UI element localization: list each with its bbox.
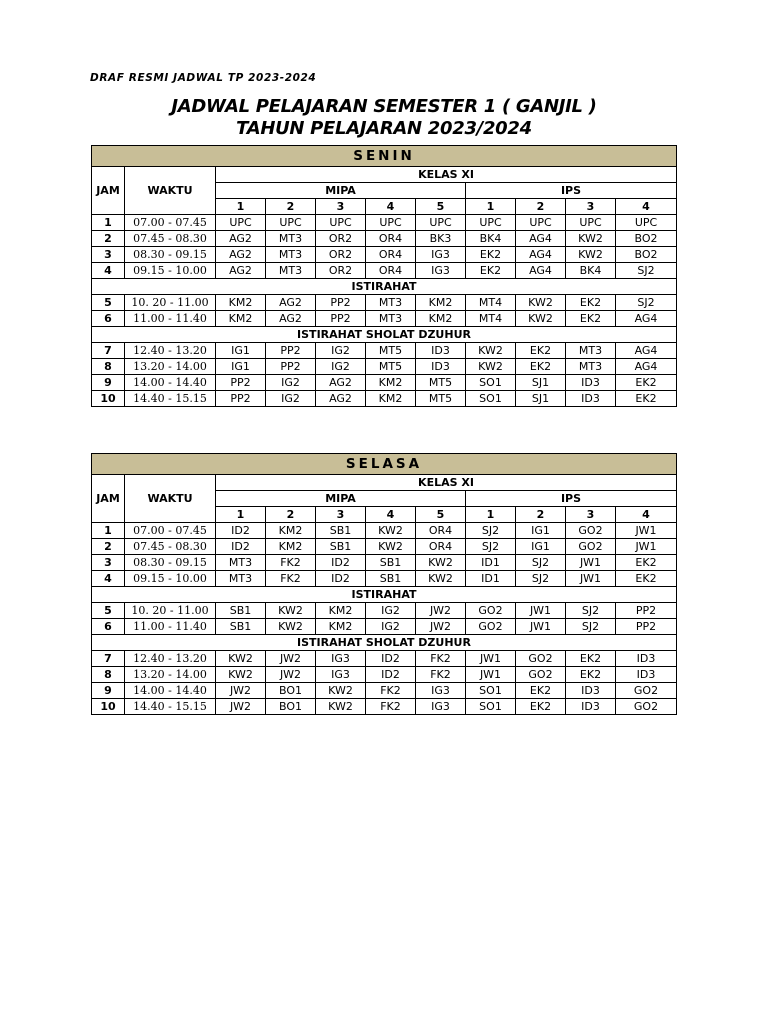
subject-cell: KW2 bbox=[466, 343, 516, 359]
class-number: 1 bbox=[466, 507, 516, 523]
subject-cell: KW2 bbox=[416, 571, 466, 587]
subject-cell: KM2 bbox=[416, 311, 466, 327]
schedule-row bbox=[92, 311, 677, 327]
class-number: 2 bbox=[266, 507, 316, 523]
schedule-row bbox=[92, 619, 677, 635]
waktu-cell: 13.20 - 14.00 bbox=[125, 359, 216, 375]
subject-cell: AG4 bbox=[616, 359, 677, 375]
schedule-row bbox=[92, 667, 677, 683]
subject-cell: PP2 bbox=[316, 295, 366, 311]
subject-cell: EK2 bbox=[566, 295, 616, 311]
subject-cell: AG4 bbox=[616, 343, 677, 359]
waktu-cell: 12.40 - 13.20 bbox=[125, 343, 216, 359]
subject-cell: IG2 bbox=[316, 359, 366, 375]
subject-cell: KM2 bbox=[366, 375, 416, 391]
waktu-cell: 08.30 - 09.15 bbox=[125, 555, 216, 571]
subject-cell: EK2 bbox=[516, 343, 566, 359]
subject-cell: SB1 bbox=[366, 571, 416, 587]
subject-cell: UPC bbox=[566, 215, 616, 231]
header-kelas: KELAS XI bbox=[216, 475, 677, 491]
subject-cell: BO2 bbox=[616, 231, 677, 247]
subject-cell: KW2 bbox=[366, 523, 416, 539]
subject-cell: FK2 bbox=[416, 651, 466, 667]
subject-cell: MT3 bbox=[216, 555, 266, 571]
jam-cell: 2 bbox=[92, 539, 125, 555]
subject-cell: FK2 bbox=[266, 555, 316, 571]
subject-cell: BK4 bbox=[566, 263, 616, 279]
subject-cell: PP2 bbox=[616, 619, 677, 635]
subject-cell: SO1 bbox=[466, 391, 516, 407]
subject-cell: IG3 bbox=[416, 683, 466, 699]
subject-cell: EK2 bbox=[516, 683, 566, 699]
subject-cell: PP2 bbox=[316, 311, 366, 327]
subject-cell: KM2 bbox=[316, 603, 366, 619]
schedule-row bbox=[92, 343, 677, 359]
header-kelas: KELAS XI bbox=[216, 167, 677, 183]
subject-cell: UPC bbox=[466, 215, 516, 231]
subject-cell: UPC bbox=[266, 215, 316, 231]
waktu-cell: 07.45 - 08.30 bbox=[125, 539, 216, 555]
subject-cell: JW1 bbox=[466, 667, 516, 683]
class-number: 4 bbox=[616, 507, 677, 523]
subject-cell: MT4 bbox=[466, 311, 516, 327]
jam-cell: 3 bbox=[92, 555, 125, 571]
subject-cell: GO2 bbox=[566, 523, 616, 539]
break-istirahat-row bbox=[92, 279, 677, 295]
waktu-cell: 11.00 - 11.40 bbox=[125, 619, 216, 635]
subject-cell: IG2 bbox=[266, 375, 316, 391]
subject-cell: IG2 bbox=[366, 603, 416, 619]
subject-cell: AG4 bbox=[516, 263, 566, 279]
header-mipa: MIPA bbox=[216, 183, 466, 199]
schedule-row bbox=[92, 359, 677, 375]
subject-cell: ID3 bbox=[566, 375, 616, 391]
waktu-cell: 07.45 - 08.30 bbox=[125, 231, 216, 247]
subject-cell: KW2 bbox=[516, 295, 566, 311]
subject-cell: PP2 bbox=[616, 603, 677, 619]
class-number: 2 bbox=[516, 199, 566, 215]
subject-cell: AG2 bbox=[266, 311, 316, 327]
subject-cell: JW2 bbox=[416, 603, 466, 619]
subject-cell: JW1 bbox=[516, 619, 566, 635]
subject-cell: UPC bbox=[616, 215, 677, 231]
subject-cell: PP2 bbox=[266, 359, 316, 375]
subject-cell: KM2 bbox=[316, 619, 366, 635]
break-sholat-dzuhur-row bbox=[92, 635, 677, 651]
schedule-row bbox=[92, 683, 677, 699]
day-title: SELASA bbox=[92, 454, 677, 475]
subject-cell: AG4 bbox=[516, 247, 566, 263]
subject-cell: AG4 bbox=[616, 311, 677, 327]
subject-cell: AG2 bbox=[216, 231, 266, 247]
subject-cell: IG3 bbox=[416, 263, 466, 279]
schedule-row bbox=[92, 215, 677, 231]
subject-cell: SB1 bbox=[216, 603, 266, 619]
subject-cell: IG1 bbox=[516, 539, 566, 555]
header-jam: JAM bbox=[92, 167, 125, 215]
subject-cell: BO1 bbox=[266, 683, 316, 699]
subject-cell: ID2 bbox=[316, 555, 366, 571]
subject-cell: MT3 bbox=[266, 247, 316, 263]
waktu-cell: 10. 20 - 11.00 bbox=[125, 295, 216, 311]
subject-cell: MT3 bbox=[566, 359, 616, 375]
header-ips: IPS bbox=[466, 183, 677, 199]
break-istirahat: ISTIRAHAT bbox=[92, 279, 677, 295]
subject-cell: SB1 bbox=[216, 619, 266, 635]
jam-cell: 1 bbox=[92, 523, 125, 539]
subject-cell: SB1 bbox=[366, 555, 416, 571]
subject-cell: SJ2 bbox=[466, 539, 516, 555]
header-waktu: WAKTU bbox=[125, 475, 216, 523]
subject-cell: ID3 bbox=[616, 651, 677, 667]
subject-cell: UPC bbox=[316, 215, 366, 231]
subject-cell: EK2 bbox=[516, 359, 566, 375]
document-subtitle: TAHUN PELAJARAN 2023/2024 bbox=[236, 118, 532, 139]
jam-cell: 1 bbox=[92, 215, 125, 231]
class-number: 1 bbox=[216, 507, 266, 523]
subject-cell: ID3 bbox=[416, 359, 466, 375]
subject-cell: FK2 bbox=[266, 571, 316, 587]
subject-cell: PP2 bbox=[216, 375, 266, 391]
waktu-cell: 10. 20 - 11.00 bbox=[125, 603, 216, 619]
subject-cell: KW2 bbox=[316, 683, 366, 699]
header-ips: IPS bbox=[466, 491, 677, 507]
subject-cell: EK2 bbox=[466, 247, 516, 263]
subject-cell: AG2 bbox=[266, 295, 316, 311]
subject-cell: KW2 bbox=[216, 651, 266, 667]
subject-cell: KW2 bbox=[516, 311, 566, 327]
schedule-row bbox=[92, 555, 677, 571]
jam-cell: 4 bbox=[92, 571, 125, 587]
subject-cell: GO2 bbox=[616, 683, 677, 699]
subject-cell: ID2 bbox=[216, 523, 266, 539]
subject-cell: MT3 bbox=[366, 295, 416, 311]
subject-cell: ID3 bbox=[566, 391, 616, 407]
subject-cell: UPC bbox=[366, 215, 416, 231]
class-number: 4 bbox=[616, 199, 677, 215]
subject-cell: OR2 bbox=[316, 231, 366, 247]
schedule-row bbox=[92, 247, 677, 263]
subject-cell: EK2 bbox=[616, 391, 677, 407]
subject-cell: BO2 bbox=[616, 247, 677, 263]
subject-cell: JW1 bbox=[516, 603, 566, 619]
subject-cell: IG1 bbox=[216, 359, 266, 375]
class-number: 2 bbox=[266, 199, 316, 215]
subject-cell: AG4 bbox=[516, 231, 566, 247]
subject-cell: KW2 bbox=[266, 619, 316, 635]
subject-cell: OR4 bbox=[366, 231, 416, 247]
day-title: SENIN bbox=[92, 146, 677, 167]
subject-cell: ID2 bbox=[366, 651, 416, 667]
jam-cell: 9 bbox=[92, 375, 125, 391]
header-mipa: MIPA bbox=[216, 491, 466, 507]
subject-cell: KW2 bbox=[266, 603, 316, 619]
subject-cell: MT3 bbox=[216, 571, 266, 587]
subject-cell: SO1 bbox=[466, 699, 516, 715]
subject-cell: BK4 bbox=[466, 231, 516, 247]
subject-cell: KW2 bbox=[366, 539, 416, 555]
waktu-cell: 11.00 - 11.40 bbox=[125, 311, 216, 327]
schedule-row bbox=[92, 295, 677, 311]
subject-cell: JW2 bbox=[266, 667, 316, 683]
subject-cell: UPC bbox=[216, 215, 266, 231]
subject-cell: JW1 bbox=[566, 571, 616, 587]
subject-cell: JW1 bbox=[616, 523, 677, 539]
subject-cell: GO2 bbox=[566, 539, 616, 555]
schedule-row bbox=[92, 651, 677, 667]
subject-cell: IG3 bbox=[316, 667, 366, 683]
subject-cell: PP2 bbox=[216, 391, 266, 407]
subject-cell: JW2 bbox=[266, 651, 316, 667]
subject-cell: ID3 bbox=[566, 683, 616, 699]
subject-cell: IG3 bbox=[416, 247, 466, 263]
subject-cell: OR4 bbox=[366, 247, 416, 263]
waktu-cell: 12.40 - 13.20 bbox=[125, 651, 216, 667]
jam-cell: 10 bbox=[92, 391, 125, 407]
class-number: 5 bbox=[416, 199, 466, 215]
subject-cell: EK2 bbox=[466, 263, 516, 279]
schedule-row bbox=[92, 263, 677, 279]
class-number: 5 bbox=[416, 507, 466, 523]
subject-cell: EK2 bbox=[516, 699, 566, 715]
subject-cell: PP2 bbox=[266, 343, 316, 359]
subject-cell: GO2 bbox=[466, 603, 516, 619]
subject-cell: IG1 bbox=[216, 343, 266, 359]
subject-cell: SO1 bbox=[466, 683, 516, 699]
subject-cell: BK3 bbox=[416, 231, 466, 247]
subject-cell: SO1 bbox=[466, 375, 516, 391]
subject-cell: OR4 bbox=[366, 263, 416, 279]
waktu-cell: 08.30 - 09.15 bbox=[125, 247, 216, 263]
subject-cell: KM2 bbox=[266, 539, 316, 555]
waktu-cell: 07.00 - 07.45 bbox=[125, 523, 216, 539]
subject-cell: KW2 bbox=[466, 359, 516, 375]
subject-cell: EK2 bbox=[566, 667, 616, 683]
subject-cell: MT3 bbox=[566, 343, 616, 359]
class-number: 3 bbox=[566, 507, 616, 523]
subject-cell: UPC bbox=[416, 215, 466, 231]
class-number: 3 bbox=[316, 199, 366, 215]
subject-cell: EK2 bbox=[616, 555, 677, 571]
schedule-row bbox=[92, 699, 677, 715]
subject-cell: OR2 bbox=[316, 263, 366, 279]
subject-cell: ID1 bbox=[466, 555, 516, 571]
schedule-row bbox=[92, 571, 677, 587]
waktu-cell: 14.40 - 15.15 bbox=[125, 391, 216, 407]
subject-cell: FK2 bbox=[366, 683, 416, 699]
class-number: 2 bbox=[516, 507, 566, 523]
subject-cell: SJ1 bbox=[516, 375, 566, 391]
subject-cell: GO2 bbox=[516, 667, 566, 683]
jam-cell: 5 bbox=[92, 295, 125, 311]
subject-cell: FK2 bbox=[366, 699, 416, 715]
subject-cell: KW2 bbox=[416, 555, 466, 571]
subject-cell: MT5 bbox=[416, 391, 466, 407]
subject-cell: JW2 bbox=[416, 619, 466, 635]
subject-cell: KW2 bbox=[316, 699, 366, 715]
jam-cell: 7 bbox=[92, 343, 125, 359]
schedule-table-selasa bbox=[91, 453, 677, 715]
subject-cell: KW2 bbox=[216, 667, 266, 683]
schedule-row bbox=[92, 375, 677, 391]
waktu-cell: 14.00 - 14.40 bbox=[125, 375, 216, 391]
subject-cell: ID3 bbox=[416, 343, 466, 359]
subject-cell: OR4 bbox=[416, 539, 466, 555]
schedule-row bbox=[92, 539, 677, 555]
jam-cell: 2 bbox=[92, 231, 125, 247]
document-title: JADWAL PELAJARAN SEMESTER 1 ( GANJIL ) bbox=[171, 96, 597, 117]
class-number: 3 bbox=[566, 199, 616, 215]
header-row-kelas bbox=[92, 167, 677, 183]
subject-cell: KW2 bbox=[566, 247, 616, 263]
subject-cell: GO2 bbox=[516, 651, 566, 667]
day-header-row bbox=[92, 146, 677, 167]
subject-cell: SJ2 bbox=[566, 603, 616, 619]
subject-cell: GO2 bbox=[616, 699, 677, 715]
header-row-kelas bbox=[92, 475, 677, 491]
subject-cell: EK2 bbox=[566, 311, 616, 327]
schedule-row bbox=[92, 603, 677, 619]
break-istirahat-row bbox=[92, 587, 677, 603]
draft-label: DRAF RESMI JADWAL TP 2023-2024 bbox=[90, 72, 317, 84]
subject-cell: SB1 bbox=[316, 539, 366, 555]
waktu-cell: 09.15 - 10.00 bbox=[125, 263, 216, 279]
waktu-cell: 14.00 - 14.40 bbox=[125, 683, 216, 699]
subject-cell: SJ2 bbox=[516, 571, 566, 587]
subject-cell: ID2 bbox=[366, 667, 416, 683]
subject-cell: EK2 bbox=[616, 375, 677, 391]
jam-cell: 8 bbox=[92, 359, 125, 375]
jam-cell: 6 bbox=[92, 311, 125, 327]
class-number: 4 bbox=[366, 199, 416, 215]
subject-cell: ID3 bbox=[566, 699, 616, 715]
subject-cell: IG2 bbox=[266, 391, 316, 407]
schedule-row bbox=[92, 391, 677, 407]
subject-cell: IG1 bbox=[516, 523, 566, 539]
break-sholat-dzuhur: ISTIRAHAT SHOLAT DZUHUR bbox=[92, 635, 677, 651]
subject-cell: IG2 bbox=[316, 343, 366, 359]
subject-cell: JW1 bbox=[566, 555, 616, 571]
class-number: 4 bbox=[366, 507, 416, 523]
subject-cell: AG2 bbox=[216, 247, 266, 263]
jam-cell: 7 bbox=[92, 651, 125, 667]
class-number: 1 bbox=[466, 199, 516, 215]
subject-cell: KM2 bbox=[416, 295, 466, 311]
subject-cell: EK2 bbox=[616, 571, 677, 587]
jam-cell: 6 bbox=[92, 619, 125, 635]
subject-cell: ID2 bbox=[216, 539, 266, 555]
subject-cell: GO2 bbox=[466, 619, 516, 635]
class-number: 3 bbox=[316, 507, 366, 523]
jam-cell: 8 bbox=[92, 667, 125, 683]
subject-cell: MT4 bbox=[466, 295, 516, 311]
waktu-cell: 09.15 - 10.00 bbox=[125, 571, 216, 587]
subject-cell: ID2 bbox=[316, 571, 366, 587]
subject-cell: IG3 bbox=[416, 699, 466, 715]
subject-cell: ID3 bbox=[616, 667, 677, 683]
jam-cell: 10 bbox=[92, 699, 125, 715]
subject-cell: SJ2 bbox=[516, 555, 566, 571]
subject-cell: MT5 bbox=[416, 375, 466, 391]
jam-cell: 4 bbox=[92, 263, 125, 279]
subject-cell: SJ2 bbox=[466, 523, 516, 539]
subject-cell: SJ2 bbox=[566, 619, 616, 635]
subject-cell: MT3 bbox=[366, 311, 416, 327]
header-waktu: WAKTU bbox=[125, 167, 216, 215]
subject-cell: EK2 bbox=[566, 651, 616, 667]
subject-cell: FK2 bbox=[416, 667, 466, 683]
schedule-table-senin bbox=[91, 145, 677, 407]
subject-cell: BO1 bbox=[266, 699, 316, 715]
subject-cell: AG2 bbox=[216, 263, 266, 279]
subject-cell: AG2 bbox=[316, 375, 366, 391]
subject-cell: KM2 bbox=[366, 391, 416, 407]
subject-cell: JW2 bbox=[216, 683, 266, 699]
waktu-cell: 13.20 - 14.00 bbox=[125, 667, 216, 683]
subject-cell: SJ2 bbox=[616, 263, 677, 279]
schedule-row bbox=[92, 523, 677, 539]
subject-cell: SB1 bbox=[316, 523, 366, 539]
subject-cell: MT3 bbox=[266, 231, 316, 247]
subject-cell: UPC bbox=[516, 215, 566, 231]
header-jam: JAM bbox=[92, 475, 125, 523]
subject-cell: OR2 bbox=[316, 247, 366, 263]
waktu-cell: 07.00 - 07.45 bbox=[125, 215, 216, 231]
break-istirahat: ISTIRAHAT bbox=[92, 587, 677, 603]
subject-cell: KM2 bbox=[216, 311, 266, 327]
subject-cell: JW1 bbox=[616, 539, 677, 555]
break-sholat-dzuhur-row bbox=[92, 327, 677, 343]
waktu-cell: 14.40 - 15.15 bbox=[125, 699, 216, 715]
subject-cell: OR4 bbox=[416, 523, 466, 539]
schedule-row bbox=[92, 231, 677, 247]
jam-cell: 3 bbox=[92, 247, 125, 263]
subject-cell: KM2 bbox=[266, 523, 316, 539]
day-header-row bbox=[92, 454, 677, 475]
subject-cell: IG3 bbox=[316, 651, 366, 667]
subject-cell: SJ1 bbox=[516, 391, 566, 407]
jam-cell: 9 bbox=[92, 683, 125, 699]
subject-cell: KW2 bbox=[566, 231, 616, 247]
subject-cell: AG2 bbox=[316, 391, 366, 407]
subject-cell: MT3 bbox=[266, 263, 316, 279]
subject-cell: MT5 bbox=[366, 359, 416, 375]
subject-cell: JW2 bbox=[216, 699, 266, 715]
subject-cell: SJ2 bbox=[616, 295, 677, 311]
class-number: 1 bbox=[216, 199, 266, 215]
subject-cell: ID1 bbox=[466, 571, 516, 587]
jam-cell: 5 bbox=[92, 603, 125, 619]
subject-cell: JW1 bbox=[466, 651, 516, 667]
subject-cell: IG2 bbox=[366, 619, 416, 635]
break-sholat-dzuhur: ISTIRAHAT SHOLAT DZUHUR bbox=[92, 327, 677, 343]
subject-cell: MT5 bbox=[366, 343, 416, 359]
subject-cell: KM2 bbox=[216, 295, 266, 311]
